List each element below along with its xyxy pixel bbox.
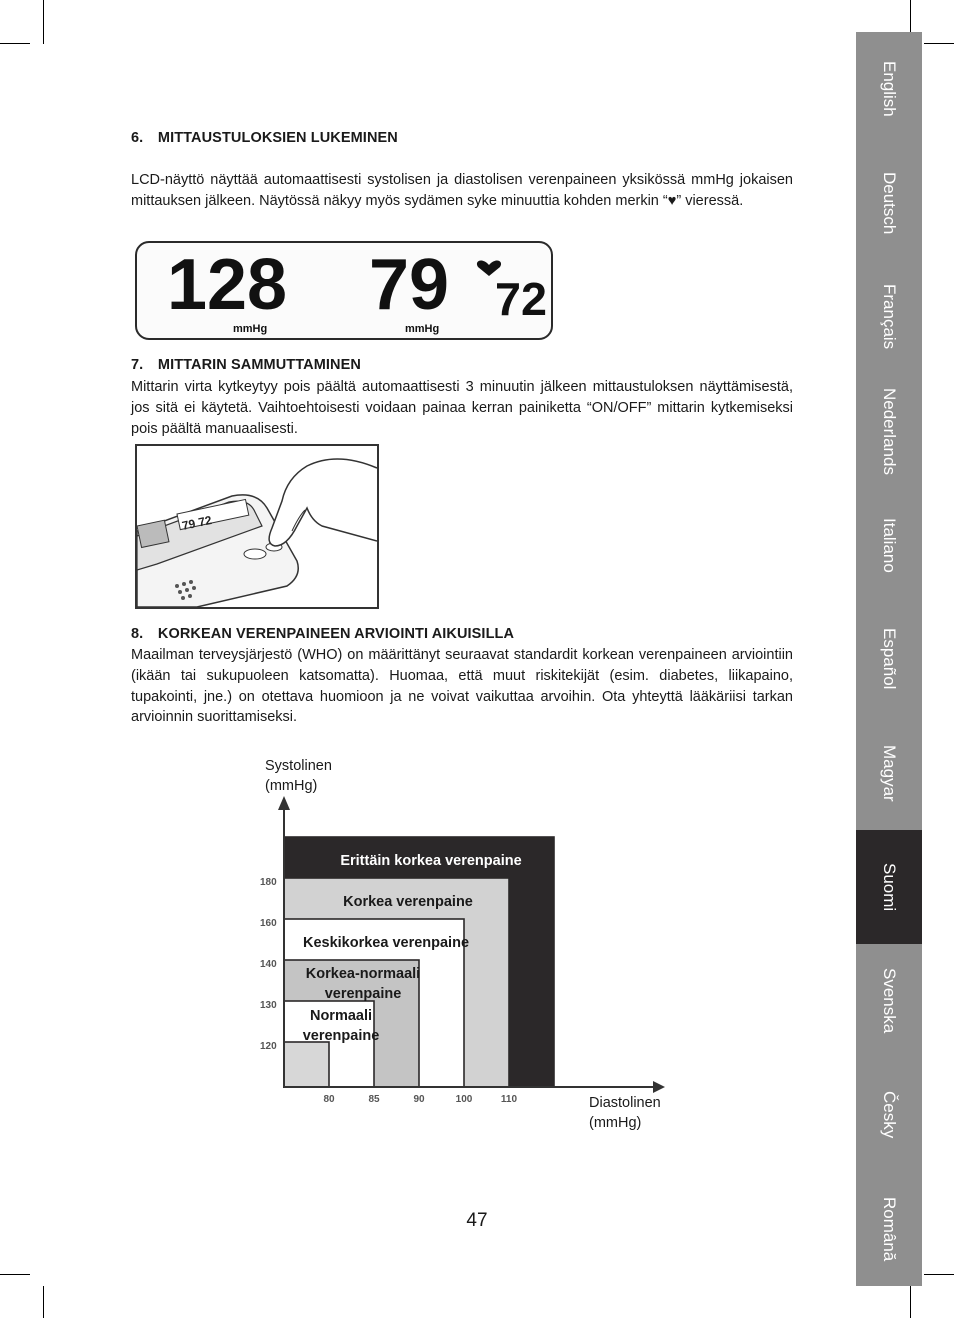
band-label: Korkea-normaali	[305, 966, 421, 982]
tab-nederlands[interactable]	[856, 374, 922, 488]
tab-italiano[interactable]	[856, 488, 922, 602]
y-tick-label: 180	[260, 877, 277, 888]
tab-label: Română	[880, 1196, 899, 1262]
tab-česky[interactable]	[856, 1058, 922, 1172]
crop-mark	[910, 0, 911, 32]
tab-deutsch[interactable]	[856, 146, 922, 260]
band-label: verenpaine	[324, 986, 402, 1002]
section-7-title: 7. MITTARIN SAMMUTTAMINEN	[131, 357, 361, 373]
language-sidebar	[856, 32, 922, 1286]
crop-mark	[43, 0, 44, 44]
x-tick-label: 80	[323, 1094, 335, 1105]
lcd-pulse: 72	[495, 273, 547, 325]
y-tick-label: 120	[260, 1041, 277, 1052]
crop-mark	[0, 1274, 30, 1275]
y-axis-arrow	[278, 796, 290, 810]
x-tick-label: 90	[413, 1094, 425, 1105]
band-label: Keskikorkea verenpaine	[302, 935, 470, 951]
section-8-text: Maailman terveysjärjestö (WHO) on määrittänyt seuraavat standardit korkean verenpaineen arviointiin (ikään tai sukupuoleen katsomatta). Huomaa, että muut riskitekijät (esim. diabetes, liikapaino, tupakointi, jne.) on otettava huomioon ja ne voivat vaikuttaa arvoihin. Ota yhteyttä lääkäriisi tarkan arvioinnin suorittamiseksi.	[131, 647, 793, 726]
tab-label: Français	[880, 284, 899, 350]
tab-label: Deutsch	[880, 171, 899, 235]
section-6-text: LCD-näyttö näyttää automaattisesti systolisen ja diastolisen verenpaineen yksikössä mmHg jokaisen mittauksen jälkeen. Näytössä näkyy myös sydämen syke minuuttia kohden merkin “♥” vieressä.	[131, 172, 793, 209]
x-tick-label: 110	[500, 1094, 518, 1105]
band-label: verenpaine	[302, 1028, 380, 1044]
lcd-unit-left: mmHg	[233, 323, 268, 335]
lcd-diastolic: 79	[369, 245, 449, 325]
y-tick-label: 160	[260, 918, 277, 929]
y-tick-label: 130	[260, 1000, 277, 1011]
category-box	[284, 1042, 329, 1087]
tab-español[interactable]	[856, 602, 922, 716]
crop-mark	[924, 1274, 954, 1275]
y-tick-label: 140	[260, 959, 277, 970]
tab-label: Suomi	[880, 862, 899, 912]
section-6-title: 6. MITTAUSTULOKSIEN LUKEMINEN	[131, 130, 398, 146]
x-axis-arrow	[653, 1081, 665, 1093]
x-tick-label: 100	[455, 1094, 473, 1105]
tab-français[interactable]	[856, 260, 922, 374]
page-number: 47	[466, 1210, 488, 1231]
y-axis-label: Systolinen	[265, 758, 332, 774]
x-axis-label: (mmHg)	[589, 1115, 642, 1131]
tab-label: Magyar	[880, 744, 899, 802]
tab-svenska[interactable]	[856, 944, 922, 1058]
tab-english[interactable]	[856, 32, 922, 146]
band-label: Korkea verenpaine	[343, 894, 473, 910]
lcd-systolic: 128	[167, 245, 287, 325]
tab-magyar[interactable]	[856, 716, 922, 830]
x-axis-label: Diastolinen	[589, 1095, 661, 1111]
crop-mark	[910, 1286, 911, 1318]
tab-label: Español	[880, 628, 899, 690]
band-label: Normaali	[309, 1008, 373, 1024]
tab-label: Italiano	[880, 517, 899, 573]
tab-label: Nederlands	[880, 387, 899, 475]
device-illustration	[135, 444, 379, 609]
section-7-text: Mittarin virta kytkeytyy pois päältä automaattisesti 3 minuutin jälkeen mittaustuloksen näyttämisestä, jos sitä ei käytetä. Vaihtoehtoisesti voidaan painaa kerran painiketta “ON/OFF” mittarin kytkemiseksi pois päältä manuaalisesti.	[131, 379, 793, 437]
x-tick-label: 85	[368, 1094, 380, 1105]
tab-label: Česky	[880, 1091, 899, 1139]
crop-mark	[924, 43, 954, 44]
band-label: Erittäin korkea verenpaine	[340, 853, 522, 869]
lcd-unit-right: mmHg	[405, 323, 440, 335]
crop-mark	[43, 1286, 44, 1318]
tab-suomi[interactable]	[856, 830, 922, 944]
tab-label: Svenska	[880, 968, 899, 1034]
tab-label: English	[880, 61, 899, 117]
crop-mark	[0, 43, 30, 44]
section-8-title: 8. KORKEAN VERENPAINEEN ARVIOINTI AIKUISILLA	[131, 626, 515, 642]
blood-pressure-chart	[255, 750, 675, 1145]
y-axis-label: (mmHg)	[265, 778, 318, 794]
device-display-reading: 79 72	[180, 512, 213, 533]
lcd-display	[135, 241, 553, 340]
